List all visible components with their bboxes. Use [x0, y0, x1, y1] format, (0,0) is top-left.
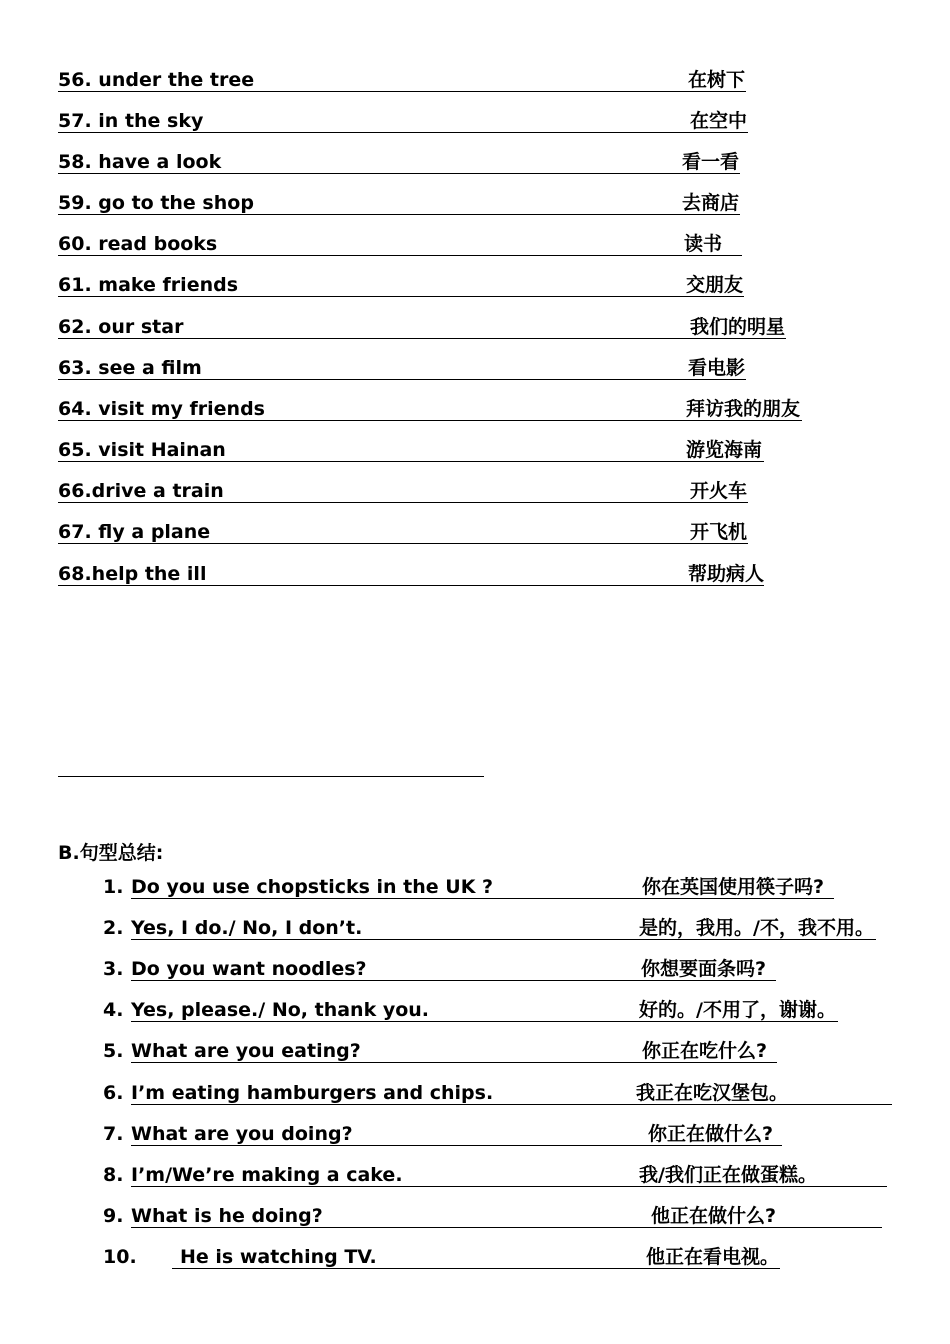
underline	[58, 132, 748, 133]
phrase-row	[58, 275, 744, 297]
phrase-row	[58, 564, 764, 586]
sentence-row	[0, 1165, 950, 1187]
sentence-number: 4.	[103, 999, 124, 1021]
sentence-chinese: 好的。/不用了，谢谢。	[639, 999, 836, 1021]
phrase-chinese: 帮助病人	[688, 563, 765, 585]
phrase-chinese: 开火车	[690, 480, 748, 502]
underline	[58, 585, 764, 586]
sentence-number: 8.	[103, 1164, 124, 1186]
sentence-english: He is watching TV.	[180, 1246, 377, 1268]
sentence-chinese: 你正在吃什么?	[642, 1040, 768, 1062]
underline	[131, 1104, 892, 1105]
sentence-english: Do you want noodles?	[131, 958, 367, 980]
phrase-english: 56. under the tree	[58, 69, 255, 91]
underline	[58, 296, 744, 297]
sentence-english: What is he doing?	[131, 1205, 323, 1227]
sentence-english: What are you eating?	[131, 1040, 361, 1062]
sentence-english: I’m/We’re making a cake.	[131, 1164, 403, 1186]
sentence-chinese: 你正在做什么?	[648, 1123, 774, 1145]
phrase-chinese: 我们的明星	[690, 316, 786, 338]
phrase-english: 61. make friends	[58, 274, 239, 296]
sentence-number: 2.	[103, 917, 124, 939]
phrase-chinese: 在树下	[688, 69, 746, 91]
underline	[172, 1268, 780, 1269]
phrase-row	[58, 440, 764, 462]
sentence-row	[0, 1041, 950, 1063]
phrase-chinese: 游览海南	[686, 439, 763, 461]
phrase-english: 63. see a film	[58, 357, 202, 379]
underline	[58, 91, 746, 92]
sentence-row	[0, 1206, 950, 1228]
phrase-row	[58, 111, 748, 133]
phrase-chinese: 去商店	[682, 192, 740, 214]
sentence-chinese: 他正在看电视。	[646, 1246, 780, 1268]
phrase-chinese: 拜访我的朋友	[686, 398, 801, 420]
phrase-english: 68.help the ill	[58, 563, 207, 585]
phrase-chinese: 读书	[684, 233, 723, 255]
underline	[58, 173, 740, 174]
phrase-row	[58, 317, 786, 339]
sentence-chinese: 我正在吃汉堡包。	[636, 1082, 789, 1104]
phrase-row	[58, 193, 740, 215]
sentence-chinese: 你想要面条吗?	[641, 958, 767, 980]
underline	[131, 939, 876, 940]
phrase-row	[58, 522, 748, 544]
phrase-row	[58, 234, 742, 256]
phrase-row	[58, 481, 748, 503]
section-title: B.句型总结:	[58, 842, 164, 864]
sentence-number: 6.	[103, 1082, 124, 1104]
phrase-chinese: 在空中	[690, 110, 748, 132]
sentence-english: I’m eating hamburgers and chips.	[131, 1082, 494, 1104]
underline	[58, 338, 786, 339]
underline	[131, 1227, 882, 1228]
underline	[131, 980, 776, 981]
sentence-row	[0, 1000, 950, 1022]
phrase-row	[58, 70, 746, 92]
phrase-english: 59. go to the shop	[58, 192, 254, 214]
phrase-chinese: 交朋友	[686, 274, 744, 296]
underline	[58, 502, 748, 503]
sentence-chinese: 你在英国使用筷子吗?	[642, 876, 825, 898]
sentence-english: Yes, I do./ No, I don’t.	[131, 917, 363, 939]
underline	[58, 379, 746, 380]
phrase-english: 65. visit Hainan	[58, 439, 226, 461]
underline	[58, 543, 748, 544]
sentence-number: 10.	[103, 1246, 137, 1268]
sentence-english: Yes, please./ No, thank you.	[131, 999, 430, 1021]
sentence-chinese: 是的，我用。/不，我不用。	[639, 917, 874, 939]
phrase-english: 57. in the sky	[58, 110, 204, 132]
phrase-chinese: 开飞机	[690, 521, 748, 543]
phrase-english: 66.drive a train	[58, 480, 224, 502]
sentence-english: What are you doing?	[131, 1123, 353, 1145]
section-divider	[58, 776, 484, 777]
phrase-english: 58. have a look	[58, 151, 222, 173]
sentence-chinese: 我/我们正在做蛋糕。	[639, 1164, 817, 1186]
underline	[58, 420, 802, 421]
sentence-row	[0, 1083, 950, 1105]
phrase-chinese: 看电影	[688, 357, 746, 379]
underline	[131, 898, 834, 899]
phrase-row	[58, 399, 802, 421]
sentence-number: 5.	[103, 1040, 124, 1062]
underline	[58, 214, 740, 215]
sentence-number: 3.	[103, 958, 124, 980]
sentence-number: 9.	[103, 1205, 124, 1227]
sentence-row	[0, 918, 950, 940]
sentence-row	[0, 1247, 950, 1269]
underline	[58, 255, 742, 256]
underline	[131, 1021, 838, 1022]
sentence-number: 1.	[103, 876, 124, 898]
sentence-row	[0, 959, 950, 981]
underline	[58, 461, 764, 462]
phrase-row	[58, 152, 740, 174]
phrase-english: 64. visit my friends	[58, 398, 265, 420]
sentence-chinese: 他正在做什么?	[651, 1205, 777, 1227]
underline	[131, 1186, 887, 1187]
phrase-english: 67. fly a plane	[58, 521, 211, 543]
sentence-row	[0, 877, 950, 899]
underline	[131, 1145, 782, 1146]
sentence-english: Do you use chopsticks in the UK ?	[131, 876, 494, 898]
underline	[131, 1062, 777, 1063]
phrase-english: 62. our star	[58, 316, 184, 338]
phrase-english: 60. read books	[58, 233, 218, 255]
phrase-row	[58, 358, 746, 380]
phrase-chinese: 看一看	[682, 151, 740, 173]
sentence-row	[0, 1124, 950, 1146]
sentence-number: 7.	[103, 1123, 124, 1145]
